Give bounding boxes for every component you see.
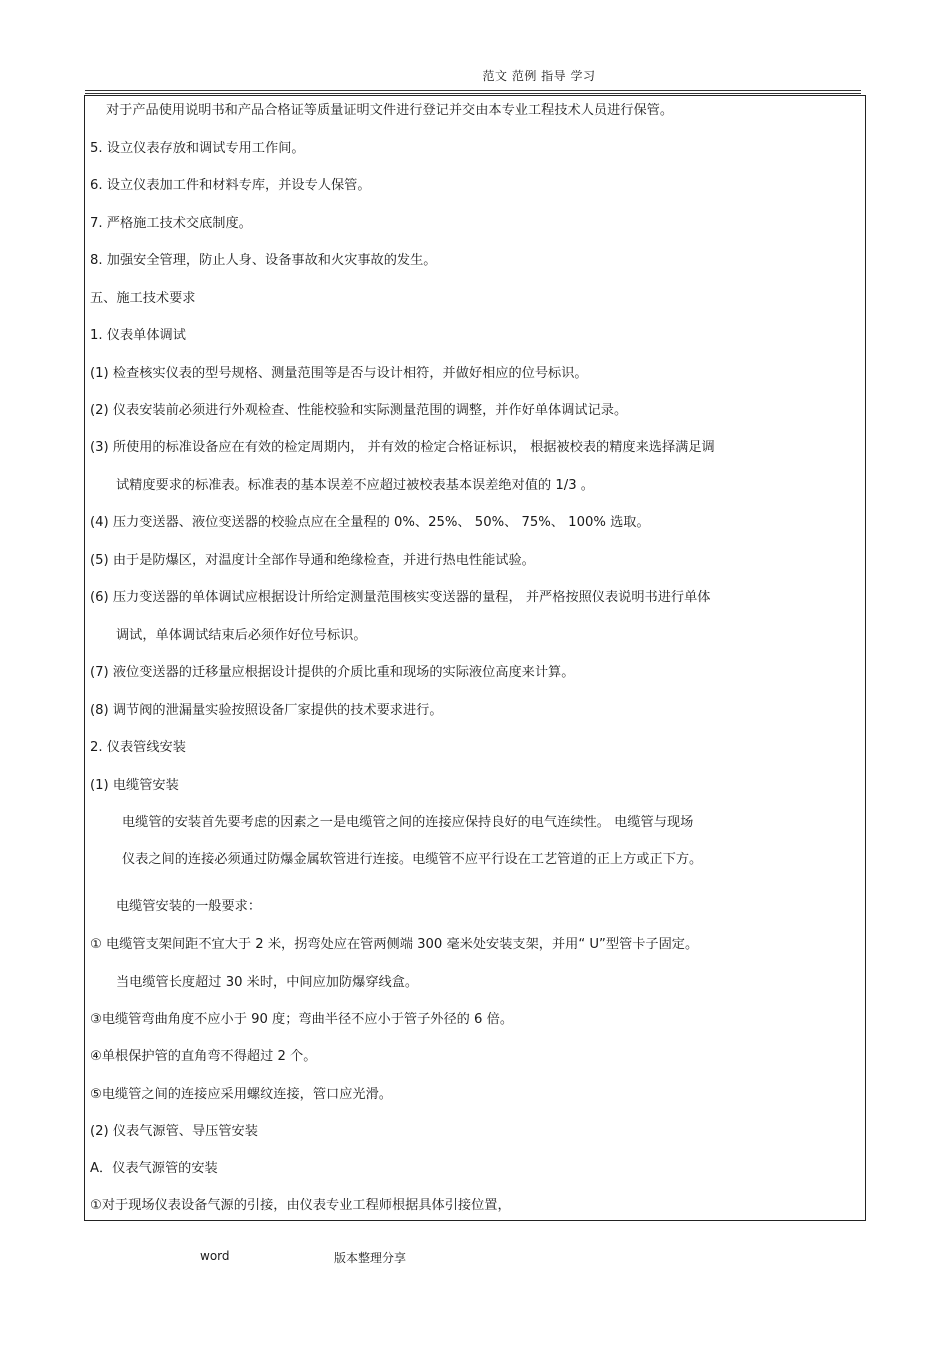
header-rule-top <box>85 90 861 91</box>
text-line: 6. 设立仪表加工件和材料专库，并设专人保管。 <box>90 178 371 193</box>
text-line: (2) 仪表气源管、导压管安装 <box>90 1124 258 1139</box>
text-line: 当电缆管长度超过 30 米时，中间应加防爆穿线盒。 <box>116 975 419 990</box>
text-line: 电缆管安装的一般要求： <box>116 899 262 914</box>
text-line: 对于产品使用说明书和产品合格证等质量证明文件进行登记并交由本专业工程技术人员进行保管。 <box>106 103 674 118</box>
footer-right: 版本整理分享 <box>334 1251 407 1265</box>
text-line: (8) 调节阀的泄漏量实验按照设备厂家提供的技术要求进行。 <box>90 703 443 718</box>
text-line: 调试，单体调试结束后必须作好位号标识。 <box>116 628 367 643</box>
text-line: 试精度要求的标准表。标准表的基本误差不应超过被校表基本误差绝对值的 1/3 。 <box>116 478 594 493</box>
header-rule-bottom <box>85 93 861 94</box>
text-line: (1) 检查核实仪表的型号规格、测量范围等是否与设计相符，并做好相应的位号标识。 <box>90 366 588 381</box>
text-line: 2. 仪表管线安装 <box>90 740 186 755</box>
text-line: 7. 严格施工技术交底制度。 <box>90 216 252 231</box>
text-line: (3) 所使用的标准设备应在有效的检定周期内， 并有效的检定合格证标识， 根据被校表的精度来选择满足调 <box>90 440 715 455</box>
page-header: 范文 范例 指导 学习 <box>482 69 596 83</box>
text-line: 8. 加强安全管理，防止人身、设备事故和火灾事故的发生。 <box>90 253 437 268</box>
text-line: ④单根保护管的直角弯不得超过 2 个。 <box>90 1049 317 1064</box>
text-line: (2) 仪表安装前必须进行外观检查、性能校验和实际测量范围的调整，并作好单体调试记录。 <box>90 403 628 418</box>
text-line: ①对于现场仪表设备气源的引接，由仪表专业工程师根据具体引接位置， <box>90 1198 511 1213</box>
text-line: 仪表之间的连接必须通过防爆金属软管进行连接。电缆管不应平行设在工艺管道的正上方或正下方。 <box>122 852 703 867</box>
text-line: (1) 电缆管安装 <box>90 778 179 793</box>
text-line: A．仪表气源管的安装 <box>90 1161 218 1176</box>
section-heading: 五、施工技术要求 <box>90 291 196 306</box>
text-line: 5. 设立仪表存放和调试专用工作间。 <box>90 141 305 156</box>
text-line: ⑤电缆管之间的连接应采用螺纹连接，管口应光滑。 <box>90 1087 392 1102</box>
text-line: 1. 仪表单体调试 <box>90 328 186 343</box>
text-line: (4) 压力变送器、液位变送器的校验点应在全量程的 0%、25%、 50%、 75%、 100% 选取。 <box>90 515 650 530</box>
text-line: 电缆管的安装首先要考虑的因素之一是电缆管之间的连接应保持良好的电气连续性。 电缆管与现场 <box>122 815 694 830</box>
text-line: ① 电缆管支架间距不宜大于 2 米，拐弯处应在管两侧端 300 毫米处安装支架，并用“ U”型管卡子固定。 <box>90 937 699 952</box>
text-line: (6) 压力变送器的单体调试应根据设计所给定测量范围核实变送器的量程， 并严格按照仪表说明书进行单体 <box>90 590 711 605</box>
footer-left: word <box>200 1249 230 1263</box>
text-line: (7) 液位变送器的迁移量应根据设计提供的介质比重和现场的实际液位高度来计算。 <box>90 665 575 680</box>
text-line: ③电缆管弯曲角度不应小于 90 度；弯曲半径不应小于管子外径的 6 倍。 <box>90 1012 514 1027</box>
text-line: (5) 由于是防爆区，对温度计全部作导通和绝缘检查，并进行热电性能试验。 <box>90 553 535 568</box>
